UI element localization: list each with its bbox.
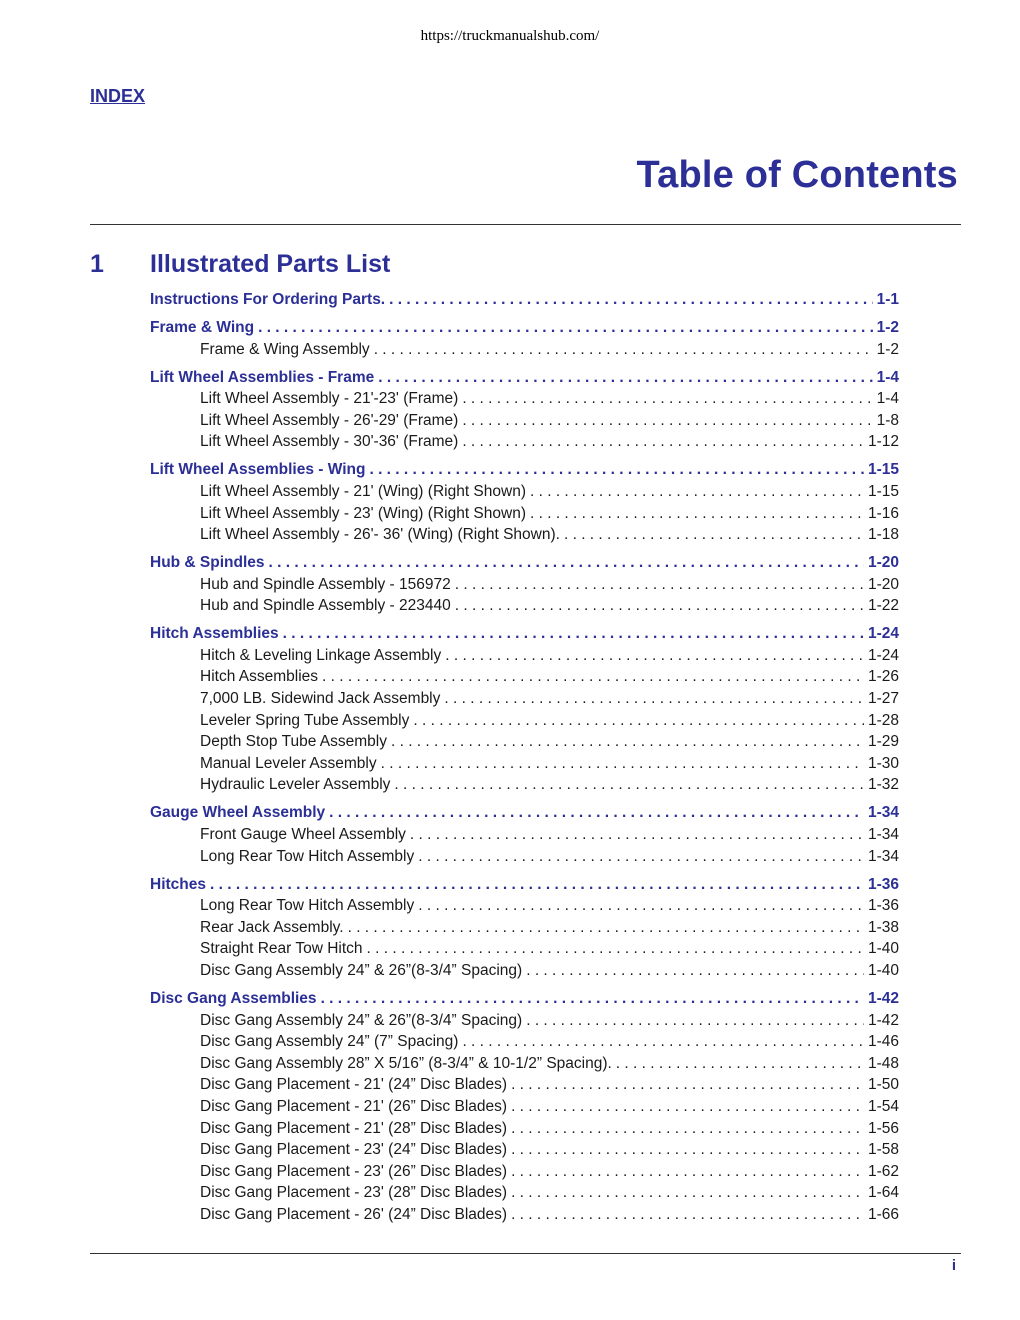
dot-leader <box>394 774 864 796</box>
dot-leader <box>322 666 864 688</box>
toc-entry[interactable] <box>150 666 899 688</box>
toc-section-entry[interactable] <box>150 802 899 824</box>
toc-entry-page: 1-36 <box>867 897 899 915</box>
dot-leader <box>462 410 872 432</box>
toc-entry[interactable] <box>150 503 899 525</box>
chapter-heading <box>90 250 961 282</box>
toc-entry-page: 1-15 <box>867 482 899 500</box>
toc-entry-page: 1-64 <box>867 1184 899 1202</box>
toc-entry-title: 7,000 LB. Sidewind Jack Assembly <box>200 690 441 708</box>
index-link[interactable]: INDEX <box>90 86 146 106</box>
toc-entry[interactable] <box>150 753 899 775</box>
toc-entry-page: 1-28 <box>867 711 899 729</box>
dot-leader <box>511 1182 864 1204</box>
dot-leader <box>444 688 864 710</box>
toc-entry-title: Disc Gang Assembly 24” & 26”(8-3/4” Spacing) <box>200 961 523 979</box>
dot-leader <box>389 289 872 311</box>
toc-entry-title: Front Gauge Wheel Assembly <box>200 826 406 843</box>
toc-entry-title: Lift Wheel Assembly - 30'-36' (Frame) <box>200 433 459 451</box>
toc-entry-title: Hitch Assemblies <box>150 625 279 643</box>
dot-leader <box>462 431 864 453</box>
toc-entry-page: 1-58 <box>867 1141 899 1159</box>
dot-leader <box>564 524 864 546</box>
toc-entry-title: Disc Gang Assembly 28” X 5/16” (8-3/4” & 10-1/2” Spacing). <box>200 1054 612 1072</box>
toc-entry-page: 1-34 <box>867 804 899 822</box>
toc-entry-title: Frame & Wing Assembly <box>200 340 370 358</box>
dot-leader <box>455 595 864 617</box>
dot-leader <box>526 1010 864 1032</box>
toc-entry[interactable] <box>150 1053 899 1075</box>
toc-entry-page: 1-15 <box>867 461 899 479</box>
toc-entry-title: Lift Wheel Assembly - 26'-29' (Frame) <box>200 411 459 429</box>
dot-leader <box>258 317 873 339</box>
toc-entry[interactable] <box>150 1074 899 1096</box>
toc-entry[interactable] <box>150 1182 899 1204</box>
dot-leader <box>321 988 864 1010</box>
dot-leader <box>455 574 864 596</box>
toc-entry-title: Manual Leveler Assembly <box>200 754 377 772</box>
toc-entry-page: 1-36 <box>867 875 899 893</box>
toc-entry[interactable] <box>150 1031 899 1053</box>
dot-leader <box>391 731 864 753</box>
toc-entry-page: 1-48 <box>867 1054 899 1072</box>
header-rule <box>90 224 961 225</box>
toc-entry-title: Disc Gang Placement - 21' (24” Disc Blades) <box>200 1076 508 1094</box>
toc-entry[interactable] <box>150 1010 899 1032</box>
dot-leader <box>616 1053 864 1075</box>
dot-leader <box>445 645 864 667</box>
dot-leader <box>210 874 864 896</box>
toc-entry[interactable] <box>150 1204 899 1226</box>
toc-list <box>150 289 899 1225</box>
toc-entry[interactable] <box>150 960 899 982</box>
toc-section-entry[interactable] <box>150 552 899 574</box>
dot-leader <box>381 753 864 775</box>
toc-entry[interactable] <box>150 1161 899 1183</box>
toc-entry[interactable] <box>150 410 899 432</box>
toc-entry[interactable] <box>150 339 899 361</box>
dot-leader <box>374 339 873 361</box>
toc-entry[interactable] <box>150 524 899 546</box>
toc-entry[interactable] <box>150 431 899 453</box>
page-number: i <box>951 1257 956 1274</box>
toc-entry[interactable] <box>150 574 899 596</box>
toc-entry[interactable] <box>150 774 899 796</box>
toc-entry-title: Straight Rear Tow Hitch <box>200 940 363 958</box>
toc-entry-page: 1-20 <box>867 554 899 572</box>
toc-entry-title: Lift Wheel Assembly - 21' (Wing) (Right Shown) <box>200 482 526 500</box>
footer-rule <box>90 1253 961 1254</box>
toc-section-entry[interactable] <box>150 317 899 339</box>
toc-entry-page: 1-54 <box>867 1097 899 1115</box>
toc-entry-page: 1-8 <box>876 411 899 429</box>
dot-leader <box>511 1118 864 1140</box>
toc-entry[interactable] <box>150 481 899 503</box>
dot-leader <box>283 623 864 645</box>
toc-entry-title: Hub and Spindle Assembly - 156972 <box>200 575 451 593</box>
toc-entry-page: 1-50 <box>867 1076 899 1094</box>
toc-entry-page: 1-29 <box>867 733 899 751</box>
dot-leader <box>418 895 864 917</box>
toc-entry[interactable] <box>150 645 899 667</box>
toc-entry-title: Disc Gang Assembly 24” & 26”(8-3/4” Spacing) <box>200 1011 523 1029</box>
dot-leader <box>378 367 872 389</box>
toc-entry-title: Lift Wheel Assembly - 26'- 36' (Wing) (Right Shown). <box>200 526 560 544</box>
toc-entry-page: 1-40 <box>867 961 899 979</box>
toc-entry-title: Disc Gang Placement - 23' (24” Disc Blades) <box>200 1141 508 1159</box>
toc-entry[interactable] <box>150 938 899 960</box>
toc-entry[interactable] <box>150 710 899 732</box>
source-url: https://truckmanualshub.com/ <box>420 28 600 44</box>
toc-section-entry[interactable] <box>150 623 899 645</box>
toc-entry-page: 1-46 <box>867 1033 899 1051</box>
toc-entry[interactable] <box>150 1118 899 1140</box>
toc-section-entry[interactable] <box>150 459 899 481</box>
dot-leader <box>329 802 864 824</box>
toc-entry[interactable] <box>150 895 899 917</box>
toc-entry-title: Disc Gang Assembly 24” (7” Spacing) <box>200 1033 459 1051</box>
toc-entry-page: 1-56 <box>867 1119 899 1137</box>
toc-entry-title: Hitch Assemblies <box>200 668 319 686</box>
toc-entry-title: Lift Wheel Assemblies - Wing <box>150 461 366 479</box>
toc-entry-title: Long Rear Tow Hitch Assembly <box>200 897 415 915</box>
toc-entry-page: 1-38 <box>867 918 899 936</box>
toc-entry[interactable] <box>150 917 899 939</box>
toc-entry-title: Disc Gang Assemblies <box>150 989 317 1007</box>
toc-entry-title: Depth Stop Tube Assembly <box>200 733 387 751</box>
toc-entry-page: 1-18 <box>867 526 899 544</box>
dot-leader <box>530 481 864 503</box>
dot-leader <box>462 388 872 410</box>
toc-section-entry[interactable] <box>150 367 899 389</box>
dot-leader <box>369 459 864 481</box>
toc-entry-page: 1-22 <box>867 597 899 615</box>
toc-entry[interactable] <box>150 824 899 846</box>
toc-entry-page: 1-2 <box>876 340 899 358</box>
dot-leader <box>511 1204 864 1226</box>
toc-entry-title: Disc Gang Placement - 26' (24” Disc Blades) <box>200 1205 508 1223</box>
toc-entry-page: 1-1 <box>876 291 899 308</box>
toc-entry-title: Hub and Spindle Assembly - 223440 <box>200 597 451 615</box>
toc-entry[interactable] <box>150 595 899 617</box>
toc-entry-page: 1-16 <box>867 504 899 522</box>
dot-leader <box>410 824 864 846</box>
toc-entry-title: Lift Wheel Assemblies - Frame <box>150 368 375 386</box>
toc-entry-page: 1-20 <box>867 575 899 593</box>
toc-entry-page: 1-30 <box>867 754 899 772</box>
toc-entry-page: 1-42 <box>867 989 899 1007</box>
toc-section-entry[interactable] <box>150 289 899 311</box>
toc-entry-title: Lift Wheel Assembly - 23' (Wing) (Right Shown) <box>200 504 526 522</box>
toc-entry-title: Disc Gang Placement - 21' (26” Disc Blades) <box>200 1097 508 1115</box>
toc-entry-title: Frame & Wing <box>150 318 255 336</box>
toc-entry-title: Long Rear Tow Hitch Assembly <box>200 847 415 865</box>
toc-entry-page: 1-27 <box>867 690 899 708</box>
dot-leader <box>530 503 864 525</box>
dot-leader <box>418 846 864 868</box>
dot-leader <box>348 917 864 939</box>
toc-entry-page: 1-42 <box>867 1011 899 1029</box>
toc-entry-title: Instructions For Ordering Parts. <box>150 291 386 308</box>
toc-entry-page: 1-34 <box>867 847 899 865</box>
toc-entry-page: 1-26 <box>867 668 899 686</box>
chapter-number: 1 <box>90 250 104 278</box>
toc-entry[interactable] <box>150 1096 899 1118</box>
toc-entry-page: 1-24 <box>867 646 899 664</box>
toc-entry-title: Leveler Spring Tube Assembly <box>200 711 410 729</box>
toc-entry-page: 1-4 <box>876 390 899 408</box>
toc-entry-page: 1-24 <box>867 625 899 643</box>
toc-entry-title: Disc Gang Placement - 23' (28” Disc Blades) <box>200 1184 508 1202</box>
toc-entry[interactable] <box>150 388 899 410</box>
dot-leader <box>511 1096 864 1118</box>
toc-entry[interactable] <box>150 846 899 868</box>
toc-entry-page: 1-2 <box>876 318 899 336</box>
toc-entry-page: 1-62 <box>867 1162 899 1180</box>
toc-entry[interactable] <box>150 731 899 753</box>
toc-entry[interactable] <box>150 688 899 710</box>
dot-leader <box>269 552 864 574</box>
dot-leader <box>462 1031 864 1053</box>
toc-entry-title: Hydraulic Leveler Assembly <box>200 776 391 794</box>
toc-entry-page: 1-12 <box>867 433 899 451</box>
toc-entry-page: 1-40 <box>867 940 899 958</box>
toc-entry-title: Hub & Spindles <box>150 554 265 572</box>
dot-leader <box>511 1074 864 1096</box>
dot-leader <box>413 710 864 732</box>
toc-entry-page: 1-32 <box>867 776 899 794</box>
chapter-title: Illustrated Parts List <box>150 250 391 278</box>
dot-leader <box>526 960 864 982</box>
page-title: Table of Contents <box>636 154 958 196</box>
toc-entry-title: Disc Gang Placement - 21' (28” Disc Blades) <box>200 1119 508 1137</box>
toc-section-entry[interactable] <box>150 874 899 896</box>
toc-entry-title: Rear Jack Assembly. <box>200 918 344 936</box>
toc-entry-title: Hitches <box>150 875 206 893</box>
toc-entry-title: Hitch & Leveling Linkage Assembly <box>200 646 442 664</box>
toc-entry-page: 1-66 <box>867 1205 899 1223</box>
dot-leader <box>511 1139 864 1161</box>
dot-leader <box>511 1161 864 1183</box>
toc-entry-title: Disc Gang Placement - 23' (26” Disc Blades) <box>200 1162 508 1180</box>
dot-leader <box>367 938 864 960</box>
toc-entry-page: 1-4 <box>876 368 899 386</box>
toc-entry-title: Gauge Wheel Assembly <box>150 804 326 822</box>
toc-section-entry[interactable] <box>150 988 899 1010</box>
toc-entry-page: 1-34 <box>867 826 899 843</box>
toc-entry[interactable] <box>150 1139 899 1161</box>
toc-entry-title: Lift Wheel Assembly - 21'-23' (Frame) <box>200 390 459 408</box>
